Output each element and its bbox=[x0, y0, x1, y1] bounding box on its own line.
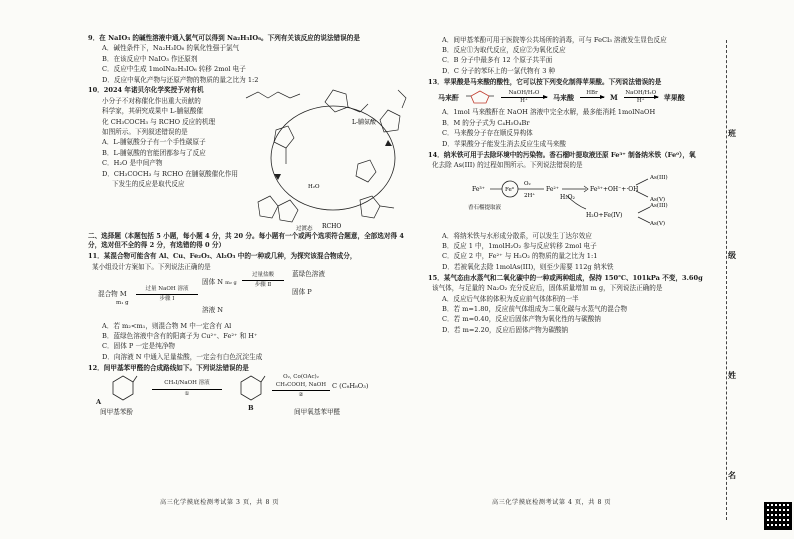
q12-compound-a-structure bbox=[108, 372, 138, 402]
q13-arrow-3: NaOH/H₂O H⁺ bbox=[625, 89, 657, 104]
question-13 bbox=[428, 78, 720, 149]
q13-intermediate-m: M bbox=[610, 92, 618, 102]
q10-option-a: A．L-脯氨酸分子有一个手性碳原子 bbox=[102, 138, 206, 147]
qr-code bbox=[764, 502, 792, 530]
q10-stem-line4: 化 CH₃COCH₃ 与 RCHO 反应的机理 bbox=[102, 117, 216, 126]
q11-solid-p: 固体 P bbox=[292, 287, 312, 296]
q10-stem-line5: 如图所示。下列叙述错误的是 bbox=[102, 128, 188, 137]
q12-compound-b-structure bbox=[236, 372, 266, 402]
q10-label-l-proline: L-脯氨酸 bbox=[352, 119, 377, 127]
q13-arrow-1: NaOH/H₂O H⁺ bbox=[501, 90, 547, 106]
side-label-xing: 姓 bbox=[728, 370, 736, 380]
q12-step1: CH₃I/NaOH 溶液 ① bbox=[152, 380, 222, 398]
question-15 bbox=[428, 274, 720, 335]
q15-option-a: A．反应后气体的体积为反应前气体体积的一半 bbox=[442, 294, 579, 303]
q13-anhydride-structure bbox=[465, 89, 495, 105]
q14-fe-iv-products: H₂O+Fe(IV) bbox=[586, 212, 623, 220]
q9-option-a: A．碱性条件下，Na₂H₃IO₆ 的氧化性强于氯气 bbox=[102, 44, 240, 53]
q12-option-a: A．间甲基苯酚可用于医院等公共场所的消毒，可与 FeCl₃ 溶液发生显色反应 bbox=[442, 35, 667, 44]
q10-catalytic-cycle-figure bbox=[238, 80, 416, 232]
q12-option-c: C．B 分子中最多有 12 个原子共平面 bbox=[442, 56, 553, 65]
q13-option-d: D．苹果酸分子能发生消去反应生成马来酸 bbox=[442, 139, 566, 148]
q11-blue-green-solution: 蓝绿色溶液 bbox=[292, 269, 325, 278]
q14-stem-cont: 化去除 As(III) 的过程如图所示。下列说法错误的是 bbox=[432, 160, 583, 169]
question-12 bbox=[88, 364, 416, 419]
q11-stem-cont: 某小组设计方案如下。下列说法正确的是 bbox=[92, 262, 211, 271]
q15-stem: 15．某气态由水蒸气和二氧化碳中的一种或两种组成，保持 150℃、101kPa 不变，3.60g bbox=[428, 273, 703, 282]
q13-option-a: A．1mol 马来酸酐在 NaOH 溶液中完全水解，最多能消耗 1molNaOH bbox=[442, 108, 656, 117]
q11-flow-diagram bbox=[88, 269, 416, 320]
q14-option-b: B．反应 1 中，1molH₂O₂ 参与反应转移 2mol 电子 bbox=[442, 242, 597, 251]
question-14 bbox=[428, 151, 720, 272]
q12-synthesis-route bbox=[88, 372, 416, 418]
q14-h2o2-label: H₂O₂ bbox=[560, 194, 575, 202]
q12-option-b: B．反应①为取代反应，反应②为氧化反应 bbox=[442, 45, 566, 54]
q11-mixture-m: 混合物 M m₁ g bbox=[98, 289, 129, 307]
q10-stem-line1: 10．2024 年诺贝尔化学奖授予对有机 bbox=[88, 86, 204, 95]
q14-as5-label-2: As(V) bbox=[650, 221, 666, 228]
q14-as5-label: As(V) bbox=[650, 197, 666, 204]
q15-option-c: C．若 m=0.40，反应后固体产物为氧化性的与碳酸钠 bbox=[442, 315, 601, 324]
q10-option-d-cont: 下发生的反应是取代反应 bbox=[112, 179, 185, 188]
q11-option-a: A．若 m₂<m₁，则混合物 M 中一定含有 Al bbox=[102, 321, 232, 330]
q14-2h-label: 2H⁺ bbox=[524, 193, 536, 200]
q15-stem-cont: 该气体，与足量的 Na₂O₂ 充分反应后，固体质量增加 m g，下列说法正确的是 bbox=[432, 284, 663, 293]
q13-arrow-2: HBr bbox=[580, 90, 604, 106]
q13-stem: 13．苹果酸是马来酸的酸性，它可以按下列变化制得苹果酸。下列说法错误的是 bbox=[428, 77, 662, 86]
left-column bbox=[88, 34, 416, 420]
q11-step1: 过量 NaOH 溶液 步骤 Ⅰ bbox=[136, 286, 198, 304]
q13-option-c: C．马来酸分子存在顺反异构体 bbox=[442, 129, 533, 138]
q15-option-d: D．若 m=2.20，反应后固体产物为碳酸钠 bbox=[442, 325, 569, 334]
q12-c-name: C (C₈H₈O₃) bbox=[332, 382, 369, 391]
q11-stem: 11．某混合物可能含有 Al、Cu、Fe₂O₃、Al₂O₃ 中的一种或几种，为探究该混合物成分， bbox=[88, 252, 357, 261]
q10-option-c: C．H₂O 是中间产物 bbox=[102, 159, 163, 168]
q14-fe2-label: Fe²⁺ bbox=[546, 186, 559, 194]
side-label-ming: 名 bbox=[728, 470, 736, 480]
question-12-options bbox=[428, 36, 720, 76]
q14-as3-label: As(III) bbox=[650, 175, 668, 182]
q12-c-label: 间甲氧基苯甲醛 bbox=[294, 408, 341, 417]
q10-label-rcho: RCHO bbox=[322, 223, 342, 231]
q12-option-d: D．C 分子的苯环上的一氯代物有 3 种 bbox=[442, 66, 556, 75]
q11-solution-n: 溶液 N bbox=[202, 305, 224, 314]
q10-stem-line2: 小分子不对称催化作出重大贡献的 bbox=[102, 96, 201, 105]
right-page-footer: 高三化学摸底检测考试第 4 页，共 8 页 bbox=[492, 499, 612, 506]
q11-option-d: D．向溶液 N 中通入足量盐酸，一定会有白色沉淀生成 bbox=[102, 352, 263, 361]
q10-stem-line3: 科学家，其研究成果中 L-脯氨酸催 bbox=[102, 107, 204, 116]
q12-b-name: B bbox=[248, 404, 254, 413]
q11-solid-n: 固体 N m₂ g bbox=[202, 277, 237, 286]
q13-reaction-scheme bbox=[438, 89, 720, 105]
q14-option-a: A．将纳米铁与水形成分散系，可以发生丁达尔效应 bbox=[442, 231, 592, 240]
q13-malic-acid: 苹果酸 bbox=[663, 92, 685, 102]
q9-option-d: D．反应中氧化产物与还原产物的物质的量之比为 1:2 bbox=[102, 75, 259, 84]
q11-option-b: B．蓝绿色溶液中含有的阳离子为 Cu²⁺、Fe²⁺ 和 H⁺ bbox=[102, 331, 258, 340]
q10-label-transition: 过渡态 bbox=[296, 226, 313, 233]
q9-option-c: C．反应中生成 1molNa₂H₃IO₆ 转移 2mol 电子 bbox=[102, 65, 246, 74]
q10-option-d: D．CH₃COCH₃ 与 RCHO 在脯氨酸催化作用 bbox=[102, 169, 239, 178]
binding-line bbox=[726, 40, 728, 520]
q13-maleic-acid: 马来酸 bbox=[553, 92, 574, 102]
q12-stem: 12．间甲基苯甲醛的合成路线如下。下列说法错误的是 bbox=[88, 363, 249, 372]
section-2-heading: 二、选择题（本题包括 5 小题，每小题 4 分，共 20 分。每小题有一个或两个选项符合题意，全部选对得 4 分，选对但不全的得 2 分，有选错的得 0 分） bbox=[88, 232, 404, 250]
q15-option-b: B．若 m=1.80，反应前气体组成为二氧化碳与水蒸气的混合物 bbox=[442, 304, 628, 313]
q10-option-b: B．L-脯氨酸的官能团都参与了反应 bbox=[102, 148, 206, 157]
q14-option-d: D．若被氧化去除 1molAs(III)，则至少需要 112g 纳米铁 bbox=[442, 262, 614, 271]
q9-option-b: B．在该反应中 NaIO₃ 作还原剂 bbox=[102, 54, 198, 63]
q11-step2: 过量盐酸 步骤 Ⅱ bbox=[242, 272, 284, 290]
side-label-ji: 级 bbox=[728, 250, 736, 260]
q11-option-c: C．固体 P 一定是纯净物 bbox=[102, 342, 176, 351]
q9-stem: 9．在 NaIO₃ 的碱性溶液中通入氯气可以得到 Na₂H₃IO₆。下列有关该反应的说法错误的是 bbox=[88, 34, 360, 42]
q13-option-b: B．M 的分子式为 C₄H₅O₄Br bbox=[442, 118, 530, 127]
q14-process-figure bbox=[448, 171, 698, 227]
question-10 bbox=[88, 86, 416, 233]
q12-a-label: 间甲基苯酚 bbox=[100, 408, 133, 417]
q14-option-c: C．反应 2 中，Fe²⁺ 与 H₂O₂ 的物质的量之比为 1:1 bbox=[442, 252, 598, 261]
q10-label-h2o: H₂O bbox=[308, 184, 320, 191]
q14-as3-label-2: As(III) bbox=[650, 203, 668, 210]
q12-step2: O₂, Co(OAc)₂ CH₃COOH, NaOH ② bbox=[272, 374, 330, 399]
q14-o2-label: O₂ bbox=[524, 181, 531, 188]
q14-extract-label: 香石榴提取液 bbox=[468, 205, 502, 212]
left-page-footer: 高三化学摸底检测考试第 3 页，共 8 页 bbox=[160, 499, 280, 506]
q13-maleic-anhydride: 马来酐 bbox=[438, 92, 459, 102]
question-11 bbox=[88, 252, 416, 361]
question-9 bbox=[88, 34, 416, 84]
q14-fe3-label: Fe³⁺ bbox=[472, 186, 485, 194]
right-column bbox=[428, 34, 720, 337]
q14-stem: 14．纳米铁可用于去除环境中的污染物。香石榴叶提取液还原 Fe³⁺ 制备纳米铁（Fe⁰），氧 bbox=[428, 150, 696, 159]
q12-a-name: A bbox=[96, 398, 102, 407]
q14-fenton-products: Fe³⁺+OH⁻+·OH bbox=[590, 186, 639, 194]
q14-fe0-label: Fe⁰ bbox=[505, 187, 514, 194]
side-label-ban: 班 bbox=[728, 128, 736, 138]
